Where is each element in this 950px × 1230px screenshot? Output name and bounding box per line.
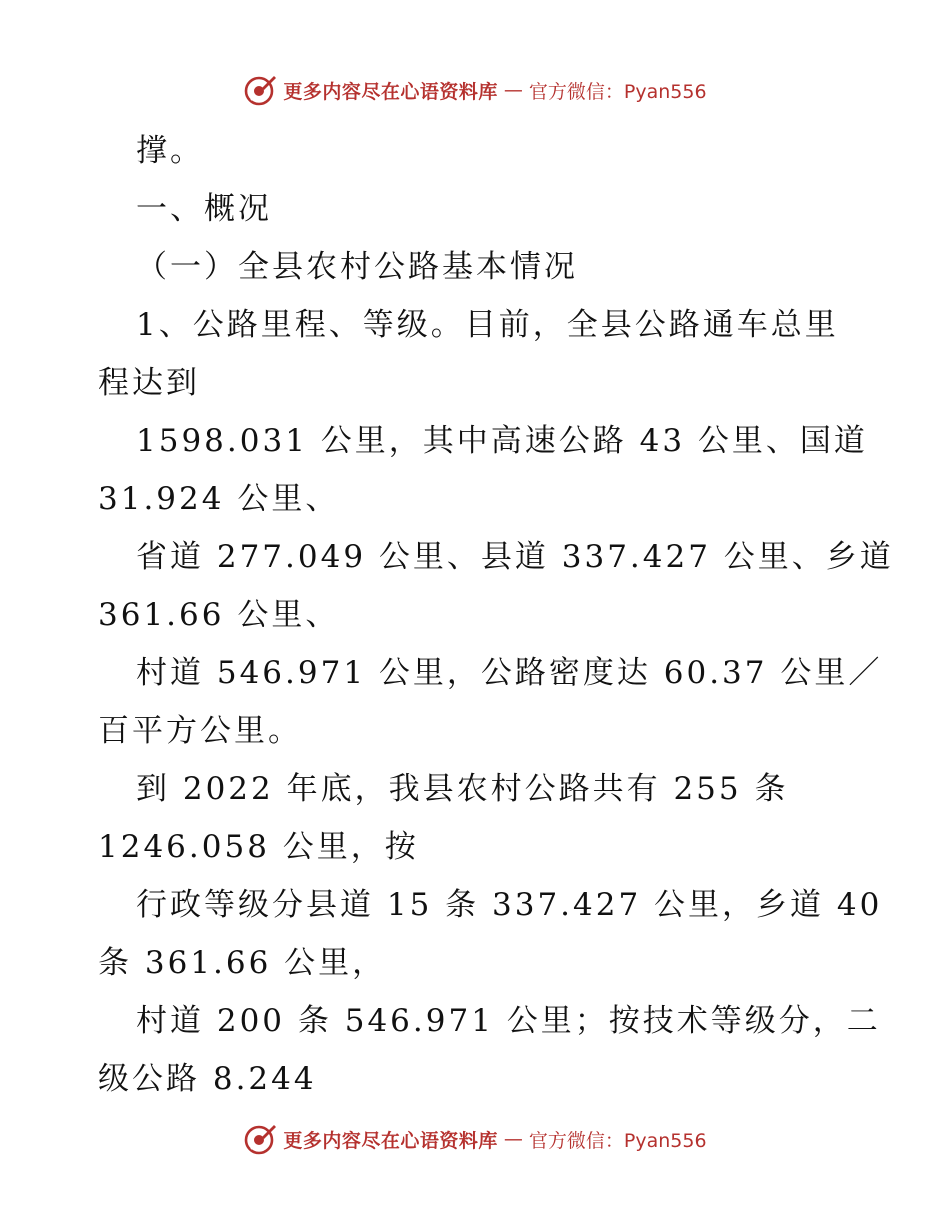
pen-logo-icon: [243, 1122, 277, 1156]
watermark-separator: —: [503, 79, 523, 101]
watermark-contact: 官方微信：Pyan556: [528, 1129, 707, 1152]
watermark-contact: 官方微信：Pyan556: [528, 80, 707, 103]
text-line: 1246.058 公里，按: [98, 829, 419, 865]
text-line: 1、公路里程、等级。目前，全县公路通车总里: [136, 307, 839, 343]
text-line: 撑。: [136, 133, 204, 169]
text-line: 级公路 8.244: [98, 1061, 317, 1097]
watermark-text: 更多内容尽在心语资料库: [283, 80, 498, 103]
text-line: 361.66 公里、: [98, 597, 340, 633]
text-line: 到 2022 年底，我县农村公路共有 255 条: [136, 771, 789, 807]
text-line: 百平方公里。: [98, 713, 302, 749]
watermark-text: 更多内容尽在心语资料库: [283, 1129, 498, 1152]
subsection-heading: （一）全县农村公路基本情况: [136, 249, 578, 285]
watermark-separator: —: [503, 1128, 523, 1150]
text-line: 条 361.66 公里，: [98, 945, 387, 981]
text-line: 村道 546.971 公里，公路密度达 60.37 公里／: [136, 655, 883, 691]
text-line: 省道 277.049 公里、县道 337.427 公里、乡道: [136, 539, 894, 575]
text-line: 1598.031 公里，其中高速公路 43 公里、国道: [136, 423, 868, 459]
section-heading: 一、概况: [136, 191, 272, 227]
document-body: [98, 122, 894, 1108]
text-line: 行政等级分县道 15 条 337.427 公里，乡道 40: [136, 887, 883, 923]
text-line: 村道 200 条 546.971 公里；按技术等级分，二: [136, 1003, 881, 1039]
pen-logo-icon: [243, 73, 277, 107]
header-watermark: [0, 70, 950, 110]
footer-watermark: [0, 1119, 950, 1159]
text-line: 程达到: [98, 365, 200, 401]
text-line: 31.924 公里、: [98, 481, 340, 517]
